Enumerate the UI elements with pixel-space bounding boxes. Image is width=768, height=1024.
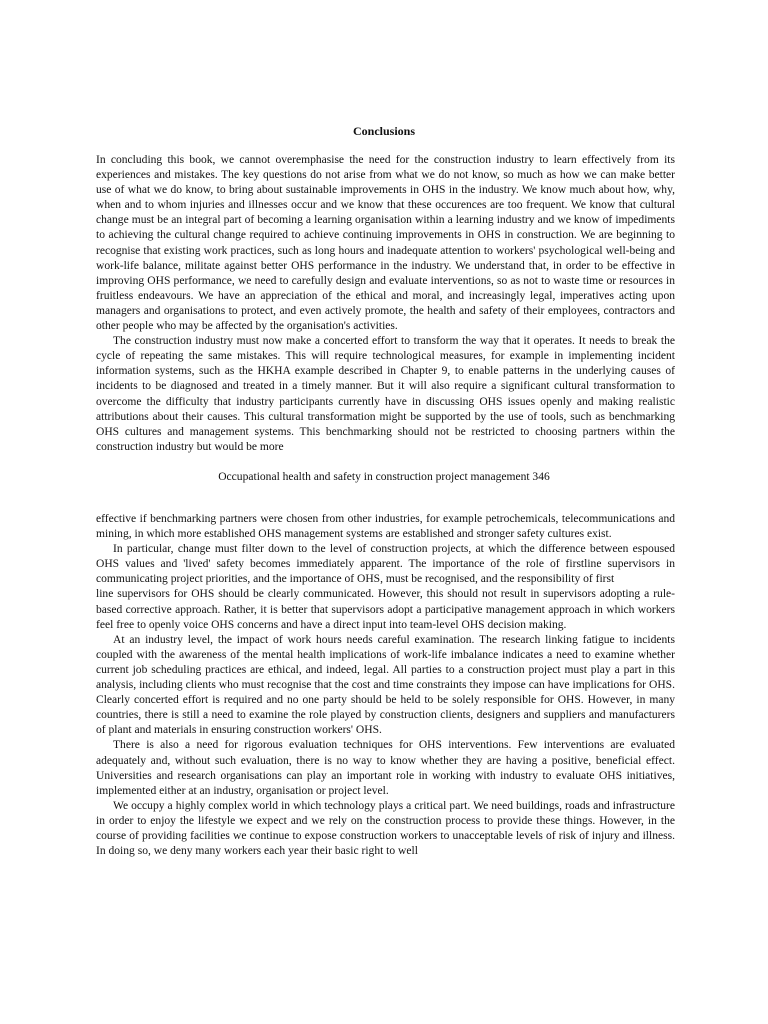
paragraph: line supervisors for OHS should be clearly communicated. However, this should not result in supervisors adopting a rule-based corrective approach. Rather, it is better that supervisors adopt a participative management approach in which workers feel free to openly voice OHS concerns and have a direct input into team-level OHS decision making. (96, 588, 675, 631)
paragraph: effective if benchmarking partners were chosen from other industries, for example petrochemicals, telecommunications and mining, in which more established OHS management systems are established and stronger safety cultures exist. (96, 513, 675, 541)
paragraph: We occupy a highly complex world in which technology plays a critical part. We need buildings, roads and infrastructure in order to enjoy the lifestyle we expect and we rely on the construction process to provide these things. However, in the course of providing facilities we continue to expose construction workers to unacceptable levels of risk of injury and illness. In doing so, we deny many workers each year their basic right to well (96, 799, 675, 858)
paragraph: In concluding this book, we cannot overemphasise the need for the construction industry to learn effectively from its experiences and mistakes. The key questions do not arise from what we do not know, so much as how we can make better use of what we do know, to bring about sustainable improvements in OHS in the industry. We know much about how, why, when and to whom injuries and illnesses occur and we know that these occurences are too frequent. We know that cultural change must be an integral part of becoming a learning organisation within a learning industry and we know of impediments to achieving the cultural change required to achieve continuing improvements in OHS in construction. We are beginning to recognise that existing work practices, such as long hours and inadequate attention to workers' psychological well-being and work-life balance, militate against better OHS performance in the industry. We understand that, in order to be effective in improving OHS performance, we need to carefully design and evaluate interventions, so as not to waste time or resources in fruitless endeavours. We have an appreciation of the ethical and moral, and increasingly legal, imperatives acting upon managers and organisations to protect, and even actively promote, the health and safety of their employees, contractors and other people who may be affected by the organisation's activities. (96, 154, 675, 333)
paragraph: There is also a need for rigorous evaluation techniques for OHS interventions. Few interventions are evaluated adequately and, without such evaluation, there is no way to know whether they are having a positive, beneficial effect. Universities and research organisations can play an important role in working with industry to evaluate OHS initiatives, implemented either at an industry, organisation or project level. (96, 739, 675, 797)
section-heading: Conclusions (352, 124, 416, 138)
paragraph: The construction industry must now make a concerted effort to transform the way that it operates. It needs to break the cycle of repeating the same mistakes. This will require technological measures, for example in implementing incident information systems, such as the HKHA example described in Chapter 9, to enable patterns in the underlying causes of incidents to be diagnosed and treated in a timely manner. But it will also require a significant cultural transformation to overcome the difficulty that industry participants currently have in discussing OHS issues openly and making realistic attributions about their causes. This cultural transformation might be supported by the use of tools, such as benchmarking OHS cultures and management systems. This benchmarking should not be restricted to choosing partners within the construction industry but would be more (96, 335, 675, 453)
text-block-page-1 (96, 153, 675, 455)
text-block-page-2 (96, 512, 675, 859)
paragraph: At an industry level, the impact of work hours needs careful examination. The research linking fatigue to incidents coupled with the awareness of the mental health implications of work-life imbalance indicates a need to examine whether current job scheduling practices are ethical, and indeed, legal. All parties to a construction project must play a part in this analysis, including clients who must recognise that the cost and time constraints they impose can have implications for OHS. Clearly concerted effort is required and no one party should be held to be solely responsible for OHS. However, in many countries, there is still a need to examine the role played by construction clients, designers and suppliers and manufacturers of plant and materials in ensuring construction workers' OHS. (96, 633, 675, 737)
paragraph: In particular, change must filter down to the level of construction projects, at which the difference between espoused OHS values and 'lived' safety becomes immediately apparent. The importance of the role of firstline supervisors in communicating project priorities, and the importance of OHS, must be recognised, and the responsibility of first (96, 543, 675, 586)
page-footer: Occupational health and safety in construction project management 346 (218, 471, 550, 483)
